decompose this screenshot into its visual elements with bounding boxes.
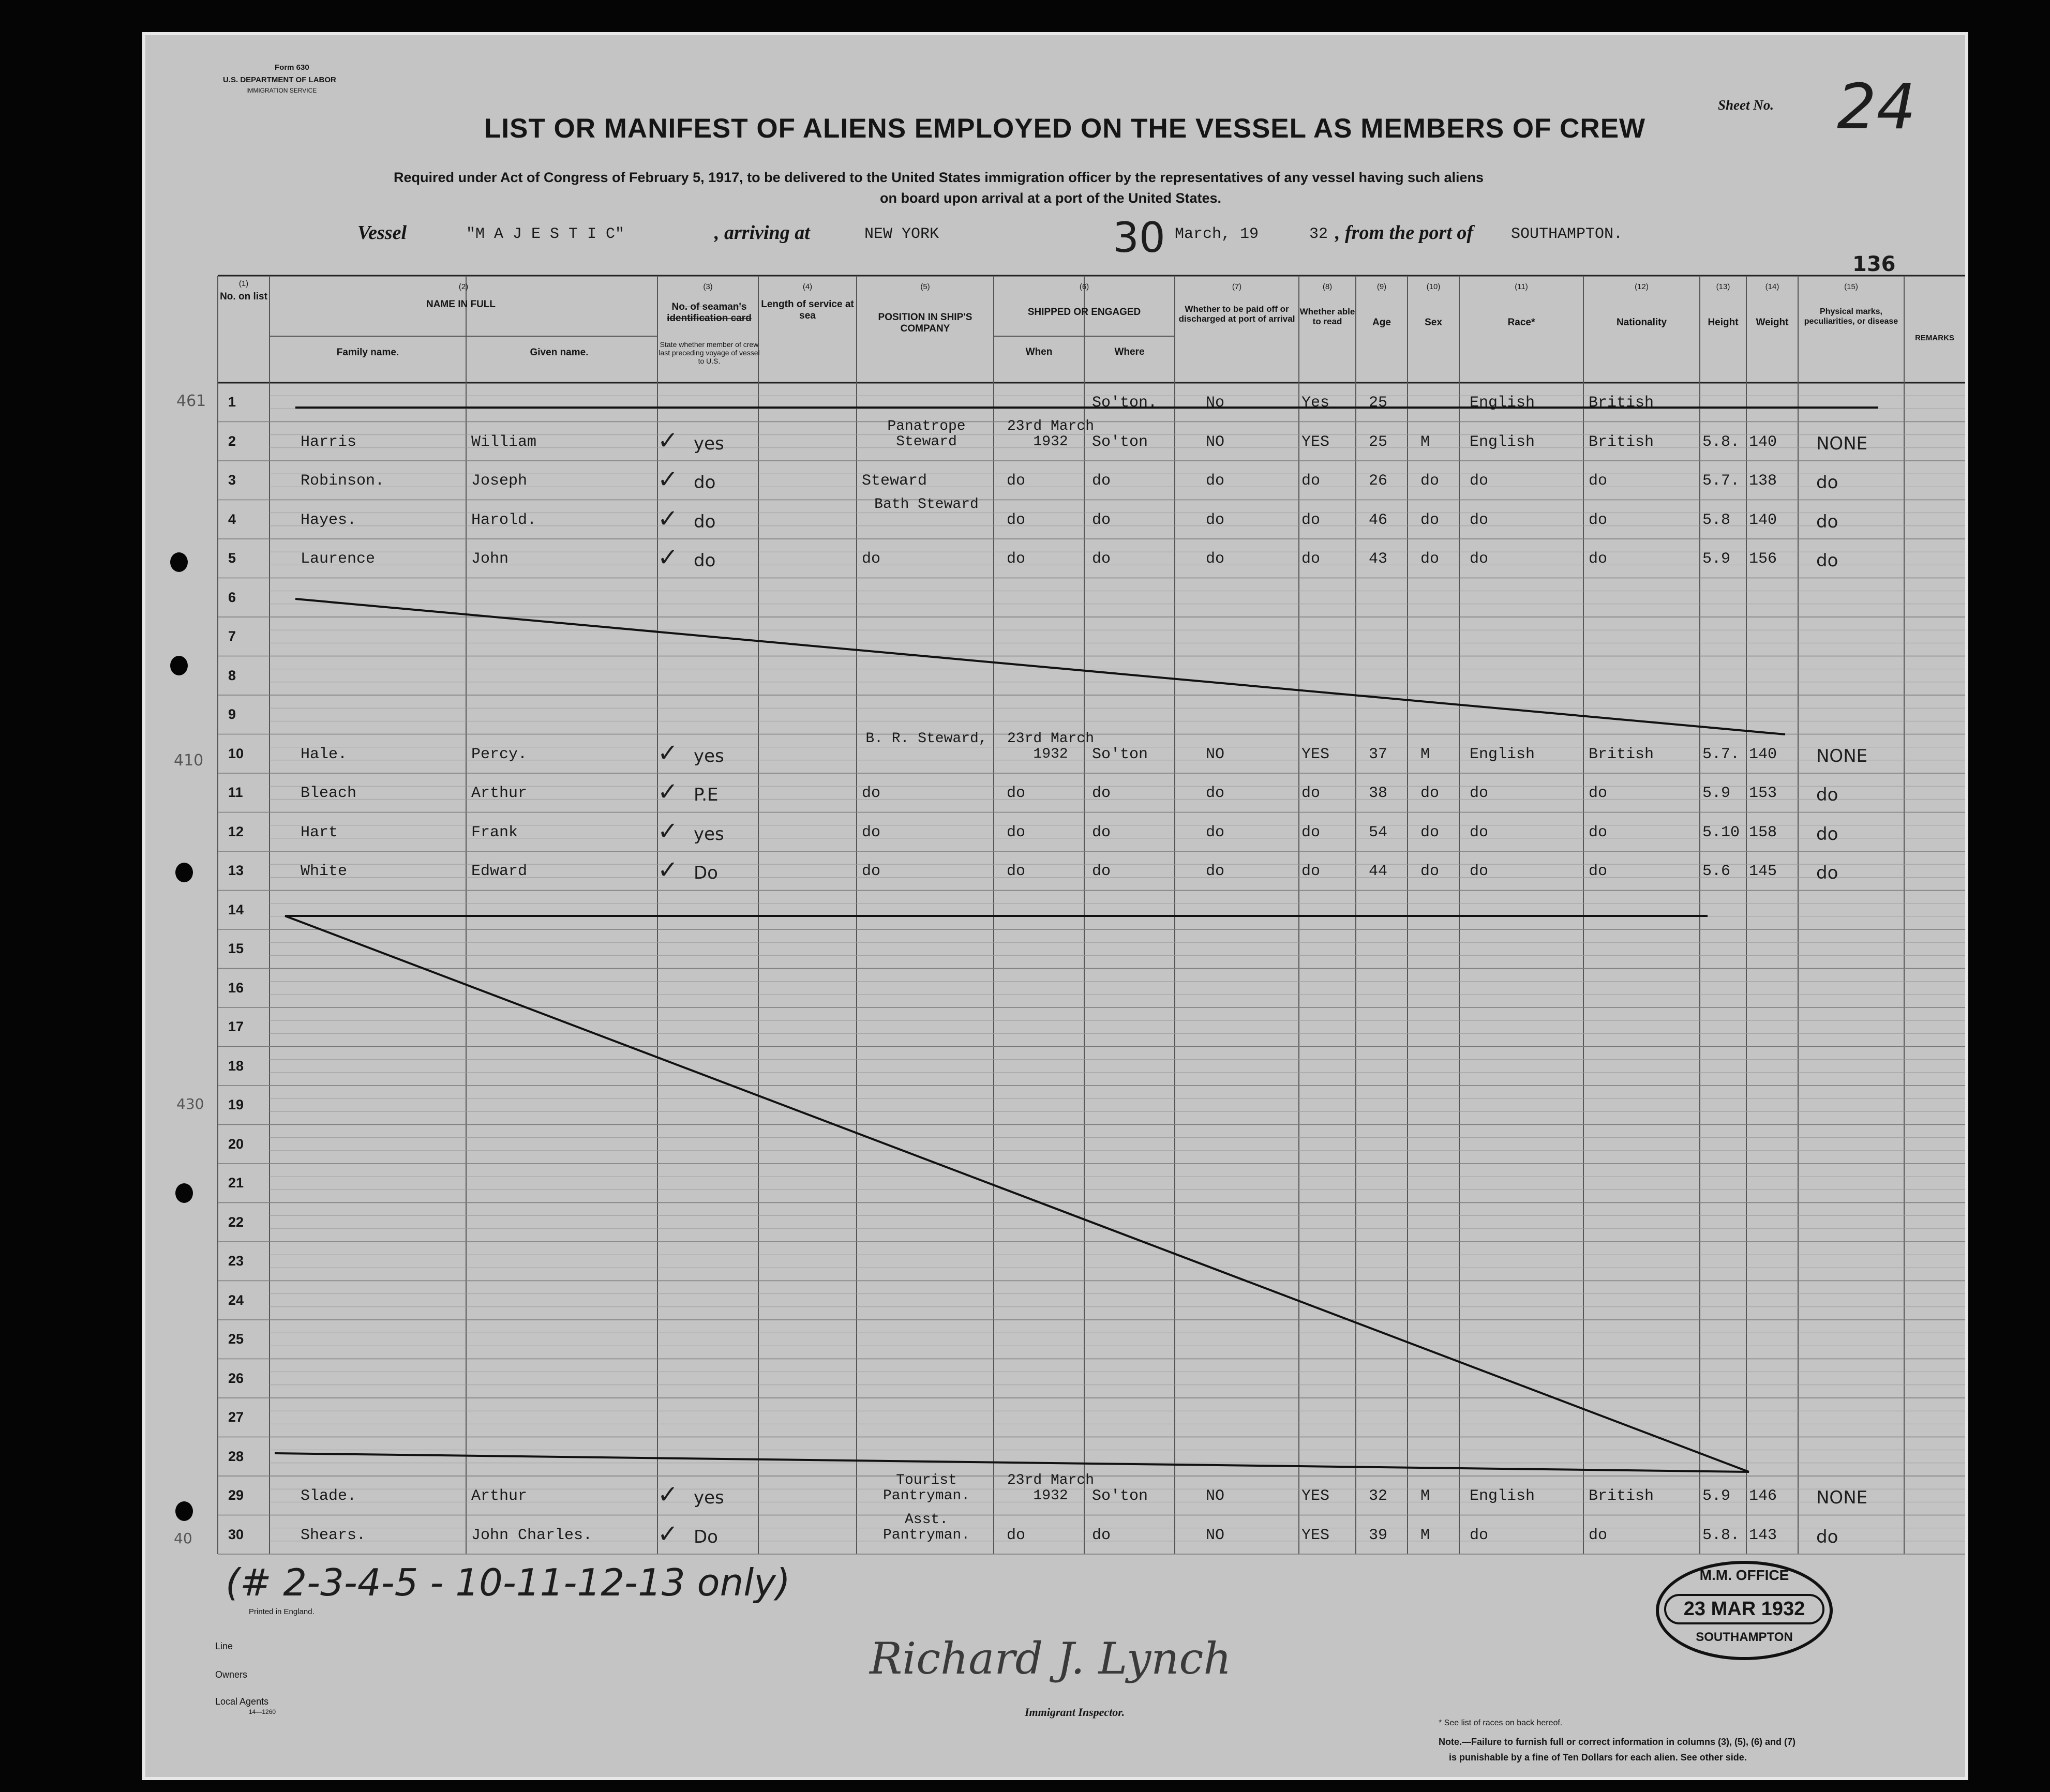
sex: do — [1420, 511, 1440, 529]
paid-off: do — [1206, 785, 1225, 802]
row-number: 25 — [228, 1331, 244, 1347]
given-name: John Charles. — [471, 1526, 593, 1544]
race: do — [1470, 550, 1489, 568]
id-card: yes — [694, 745, 724, 766]
arrival-month: March, 19 — [1175, 225, 1259, 243]
footer-agents-label: Local Agents — [215, 1696, 269, 1707]
header-given-name: Given name. — [530, 347, 589, 358]
age: 54 — [1369, 823, 1388, 841]
header-where: Where — [1114, 347, 1145, 357]
physical-marks: do — [1816, 863, 1838, 883]
row-number: 19 — [228, 1097, 244, 1112]
family-name: Hart — [301, 823, 338, 841]
column-number: (9) — [1376, 282, 1387, 291]
weight: 143 — [1749, 1526, 1777, 1544]
stamp-date: 23 MAR 1932 — [1664, 1594, 1824, 1624]
row-number: 6 — [228, 589, 236, 605]
position: Tourist Pantryman. — [882, 1472, 970, 1504]
shipped-when: 23rd March 1932 — [1007, 418, 1095, 450]
header-remarks: REMARKS — [1915, 334, 1954, 342]
header-no-on-list: No. on list — [220, 291, 267, 302]
header-shipped: SHIPPED OR ENGAGED — [1027, 307, 1141, 318]
margin-mark: 410 — [174, 751, 204, 770]
printed-in: Printed in England. — [249, 1607, 315, 1616]
header-length-service: Length of service at sea — [761, 299, 854, 321]
inspector-signature: Richard J. Lynch — [870, 1633, 1232, 1684]
row-number: 18 — [228, 1058, 244, 1074]
column-number: (2) — [458, 282, 469, 291]
row-number: 5 — [228, 550, 236, 566]
shipped-when: 23rd March 1932 — [1007, 1472, 1095, 1504]
position: Panatrope Steward — [887, 418, 966, 450]
paid-off: NO — [1206, 1487, 1225, 1505]
id-card: yes — [694, 1487, 724, 1508]
race: English — [1470, 1487, 1535, 1505]
given-name: Harold. — [471, 511, 537, 529]
paid-off: do — [1206, 472, 1225, 490]
header-position: POSITION IN SHIP'S COMPANY — [878, 312, 972, 334]
shipped-where: So'ton — [1092, 745, 1148, 763]
paid-off: NO — [1206, 745, 1225, 763]
weight: 140 — [1749, 745, 1777, 763]
able-to-read: do — [1301, 823, 1321, 841]
check-mark-icon: ✓ — [657, 1480, 679, 1509]
physical-marks: do — [1816, 511, 1838, 532]
row-number: 22 — [228, 1214, 244, 1230]
paid-off: do — [1206, 823, 1225, 841]
table-grid — [145, 35, 1965, 1777]
from-port: SOUTHAMPTON. — [1511, 225, 1623, 243]
row-number: 30 — [228, 1526, 244, 1542]
row-annotation: (# 2-3-4-5 - 10-11-12-13 only) — [226, 1561, 790, 1604]
physical-marks: do — [1816, 785, 1838, 805]
able-to-read: YES — [1301, 745, 1330, 763]
height: 5.7. — [1702, 472, 1740, 490]
shipped-where: do — [1092, 823, 1111, 841]
race: English — [1470, 433, 1535, 451]
row-number: 28 — [228, 1448, 244, 1464]
sex: M — [1420, 433, 1430, 451]
header-paid-off: Whether to be paid off or discharged at port of arrival — [1178, 304, 1295, 324]
service: IMMIGRATION SERVICE — [246, 87, 317, 94]
form-subtitle-2: on board upon arrival at a port of the United States. — [880, 190, 1222, 206]
position: Steward — [862, 472, 927, 490]
race: do — [1470, 511, 1489, 529]
shipped-where: So'ton — [1092, 1487, 1148, 1505]
sex: M — [1420, 1526, 1430, 1544]
row-number: 1 — [228, 394, 236, 410]
row-number: 16 — [228, 980, 244, 996]
header-id-card-note: State whether member of crew last preceding voyage of vessel to U.S. — [659, 340, 760, 365]
vessel-label: Vessel — [357, 222, 407, 244]
able-to-read: do — [1301, 511, 1321, 529]
race: do — [1470, 472, 1489, 490]
row-number: 21 — [228, 1175, 244, 1191]
nationality: British — [1589, 1487, 1654, 1505]
shipped-when: do — [1007, 823, 1026, 841]
race: English — [1470, 394, 1535, 412]
column-number: (4) — [802, 282, 813, 291]
header-physical-marks: Physical marks, peculiarities, or disease — [1804, 307, 1898, 326]
able-to-read: do — [1301, 472, 1321, 490]
position: do — [862, 863, 881, 880]
sex: do — [1420, 472, 1440, 490]
nationality: do — [1589, 1526, 1608, 1544]
sheet-number: 24 — [1837, 71, 1916, 143]
shipped-where: do — [1092, 550, 1111, 568]
margin-mark: 461 — [176, 392, 206, 410]
arrival-day: 30 — [1113, 214, 1165, 262]
form-number: Form 630 — [275, 63, 309, 72]
sheet-label: Sheet No. — [1718, 97, 1774, 113]
arrival-year: 32 — [1309, 225, 1328, 243]
row-number: 4 — [228, 511, 236, 527]
physical-marks: NONE — [1816, 433, 1868, 454]
nationality: do — [1589, 511, 1608, 529]
id-card: do — [694, 511, 716, 532]
check-mark-icon: ✓ — [657, 504, 679, 533]
able-to-read: YES — [1301, 1487, 1330, 1505]
id-card: do — [694, 550, 716, 571]
arriving-label: , arriving at — [714, 222, 810, 244]
check-mark-icon: ✓ — [657, 426, 679, 455]
header-height: Height — [1708, 317, 1739, 328]
family-name: Robinson. — [301, 472, 385, 490]
age: 37 — [1369, 745, 1388, 763]
shipped-where: So'ton. — [1092, 394, 1158, 412]
column-number: (1) — [238, 279, 249, 288]
row-number: 9 — [228, 706, 236, 722]
able-to-read: do — [1301, 785, 1321, 802]
manifest-sheet — [142, 32, 1968, 1780]
row-number: 11 — [228, 785, 243, 800]
paid-off: do — [1206, 511, 1225, 529]
able-to-read: do — [1301, 550, 1321, 568]
given-name: Edward — [471, 863, 528, 880]
height: 5.8. — [1702, 1526, 1740, 1544]
height: 5.8. — [1702, 433, 1740, 451]
weight: 140 — [1749, 433, 1777, 451]
header-read: Whether able to read — [1299, 307, 1355, 326]
count-mark: 136 — [1852, 252, 1896, 276]
able-to-read: Yes — [1301, 394, 1330, 412]
column-number: (11) — [1515, 282, 1528, 291]
column-number: (8) — [1322, 282, 1333, 291]
row-number: 15 — [228, 941, 244, 956]
arrival-port: NEW YORK — [864, 225, 939, 243]
weight: 145 — [1749, 863, 1777, 880]
column-number: (15) — [1844, 282, 1858, 291]
age: 44 — [1369, 863, 1388, 880]
age: 43 — [1369, 550, 1388, 568]
height: 5.9 — [1702, 785, 1731, 802]
given-name: John — [471, 550, 509, 568]
row-number: 10 — [228, 745, 244, 761]
header-id-card: No. of seaman's identification card — [667, 302, 752, 324]
position: do — [862, 785, 881, 802]
paid-off: NO — [1206, 1526, 1225, 1544]
margin-mark: 430 — [176, 1095, 204, 1112]
age: 46 — [1369, 511, 1388, 529]
height: 5.6 — [1702, 863, 1731, 880]
row-number: 7 — [228, 628, 236, 644]
weight: 146 — [1749, 1487, 1777, 1505]
fine-note-1: Note.—Failure to furnish full or correct information in columns (3), (5), (6) and (7) — [1439, 1737, 1796, 1747]
nationality: do — [1589, 863, 1608, 880]
shipped-where: do — [1092, 472, 1111, 490]
physical-marks: NONE — [1816, 1487, 1868, 1508]
shipped-where: do — [1092, 863, 1111, 880]
footer-form-code: 14—1260 — [249, 1708, 276, 1715]
form-subtitle: Required under Act of Congress of February 5, 1917, to be delivered to the United States immigration officer by the representatives of any vessel having such aliens — [394, 170, 1484, 185]
footer-owners-label: Owners — [215, 1669, 248, 1680]
nationality: British — [1589, 433, 1654, 451]
race: do — [1470, 1526, 1489, 1544]
check-mark-icon: ✓ — [657, 465, 679, 494]
able-to-read: do — [1301, 863, 1321, 880]
row-number: 27 — [228, 1409, 244, 1425]
shipped-when: 23rd March 1932 — [1007, 730, 1095, 762]
shipped-when: do — [1007, 511, 1026, 529]
given-name: Arthur — [471, 785, 528, 802]
physical-marks: do — [1816, 550, 1838, 571]
footer-line-label: Line — [215, 1641, 233, 1651]
age: 25 — [1369, 433, 1388, 451]
family-name: Bleach — [301, 785, 357, 802]
check-mark-icon: ✓ — [657, 816, 679, 846]
position: Bath Steward — [874, 496, 979, 513]
id-card: yes — [694, 823, 724, 845]
able-to-read: YES — [1301, 1526, 1330, 1544]
race: do — [1470, 863, 1489, 880]
margin-mark: 40 — [174, 1530, 192, 1547]
cancel-line — [275, 1453, 1749, 1472]
paid-off: do — [1206, 863, 1225, 880]
vessel-name: "M A J E S T I C" — [466, 225, 625, 243]
nationality: British — [1589, 745, 1654, 763]
header-when: When — [1025, 347, 1053, 357]
shipped-where: do — [1092, 785, 1111, 802]
position: do — [862, 823, 881, 841]
stamp-top: M.M. OFFICE — [1699, 1567, 1789, 1583]
header-weight: Weight — [1756, 317, 1789, 328]
paid-off: No — [1206, 394, 1225, 412]
given-name: Frank — [471, 823, 518, 841]
able-to-read: YES — [1301, 433, 1330, 451]
height: 5.9 — [1702, 1487, 1731, 1505]
row-number: 29 — [228, 1487, 244, 1503]
age: 25 — [1369, 394, 1388, 412]
nationality: do — [1589, 472, 1608, 490]
header-age: Age — [1372, 317, 1391, 328]
physical-marks: do — [1816, 1526, 1838, 1547]
column-number: (6) — [1079, 282, 1089, 291]
row-number: 23 — [228, 1253, 244, 1269]
shipped-when: do — [1007, 785, 1026, 802]
height: 5.10 — [1702, 823, 1740, 841]
from-label: , from the port of — [1335, 222, 1474, 244]
column-number: (13) — [1716, 282, 1730, 291]
sex: do — [1420, 823, 1440, 841]
row-number: 3 — [228, 472, 236, 488]
mm-office-stamp — [1656, 1561, 1833, 1660]
check-mark-icon: ✓ — [657, 855, 679, 884]
nationality: British — [1589, 394, 1654, 412]
race: do — [1470, 823, 1489, 841]
paid-off: do — [1206, 550, 1225, 568]
row-number: 13 — [228, 863, 244, 878]
sex: do — [1420, 863, 1440, 880]
physical-marks: NONE — [1816, 745, 1868, 766]
position: Asst. Pantryman. — [882, 1511, 970, 1543]
shipped-where: So'ton — [1092, 433, 1148, 451]
shipped-when: do — [1007, 550, 1026, 568]
races-note: * See list of races on back hereof. — [1439, 1719, 1563, 1727]
header-sex: Sex — [1425, 317, 1442, 328]
family-name: Laurence — [301, 550, 376, 568]
check-mark-icon: ✓ — [657, 738, 679, 767]
check-mark-icon: ✓ — [657, 777, 679, 806]
column-number: (3) — [703, 282, 713, 291]
row-number: 24 — [228, 1292, 244, 1308]
header-family-name: Family name. — [336, 347, 399, 358]
age: 38 — [1369, 785, 1388, 802]
id-card: yes — [694, 433, 724, 454]
shipped-when: do — [1007, 1526, 1026, 1544]
nationality: do — [1589, 550, 1608, 568]
column-number: (7) — [1232, 282, 1242, 291]
sex: M — [1420, 1487, 1430, 1505]
given-name: William — [471, 433, 537, 451]
family-name: Harris — [301, 433, 357, 451]
given-name: Percy. — [471, 745, 528, 763]
weight: 158 — [1749, 823, 1777, 841]
id-card: Do — [694, 863, 718, 883]
column-number: (14) — [1765, 282, 1779, 291]
age: 32 — [1369, 1487, 1388, 1505]
header-nationality: Nationality — [1616, 317, 1667, 328]
sex: do — [1420, 550, 1440, 568]
paid-off: NO — [1206, 433, 1225, 451]
row-number: 14 — [228, 901, 244, 917]
row-number: 2 — [228, 433, 236, 449]
age: 39 — [1369, 1526, 1388, 1544]
id-card: P.E — [694, 785, 719, 805]
position: do — [862, 550, 881, 568]
cancel-line — [295, 599, 1785, 734]
given-name: Joseph — [471, 472, 528, 490]
id-card: do — [694, 472, 716, 493]
department: U.S. DEPARTMENT OF LABOR — [223, 76, 336, 84]
cancel-line — [285, 916, 1749, 1472]
header-name-in-full: NAME IN FULL — [426, 299, 496, 310]
race: English — [1470, 745, 1535, 763]
column-number: (10) — [1426, 282, 1441, 291]
row-number: 26 — [228, 1370, 244, 1386]
shipped-when: do — [1007, 472, 1026, 490]
weight: 153 — [1749, 785, 1777, 802]
id-card: Do — [694, 1526, 718, 1547]
inspector-label: Immigrant Inspector. — [1025, 1706, 1125, 1719]
weight: 140 — [1749, 511, 1777, 529]
shipped-where: do — [1092, 511, 1111, 529]
check-mark-icon: ✓ — [657, 543, 679, 572]
shipped-where: do — [1092, 1526, 1111, 1544]
row-number: 17 — [228, 1019, 244, 1034]
row-number: 20 — [228, 1136, 244, 1152]
form-title: LIST OR MANIFEST OF ALIENS EMPLOYED ON THE VESSEL AS MEMBERS OF CREW — [484, 113, 1646, 144]
family-name: White — [301, 863, 348, 880]
column-number: (12) — [1635, 282, 1649, 291]
physical-marks: do — [1816, 823, 1838, 845]
sex: do — [1420, 785, 1440, 802]
age: 26 — [1369, 472, 1388, 490]
nationality: do — [1589, 785, 1608, 802]
fine-note-2: is punishable by a fine of Ten Dollars for each alien. See other side. — [1449, 1752, 1747, 1763]
given-name: Arthur — [471, 1487, 528, 1505]
height: 5.9 — [1702, 550, 1731, 568]
position: B. R. Steward, — [865, 730, 987, 747]
family-name: Shears. — [301, 1526, 366, 1544]
shipped-when: do — [1007, 863, 1026, 880]
height: 5.8 — [1702, 511, 1731, 529]
check-mark-icon: ✓ — [657, 1519, 679, 1548]
header-race: Race* — [1507, 317, 1535, 328]
weight: 138 — [1749, 472, 1777, 490]
physical-marks: do — [1816, 472, 1838, 493]
family-name: Slade. — [301, 1487, 357, 1505]
height: 5.7. — [1702, 745, 1740, 763]
column-number: (5) — [920, 282, 930, 291]
stamp-bottom: SOUTHAMPTON — [1696, 1630, 1793, 1644]
family-name: Hale. — [301, 745, 348, 763]
race: do — [1470, 785, 1489, 802]
nationality: do — [1589, 823, 1608, 841]
sex: M — [1420, 745, 1430, 763]
row-number: 8 — [228, 667, 236, 683]
family-name: Hayes. — [301, 511, 357, 529]
weight: 156 — [1749, 550, 1777, 568]
row-number: 12 — [228, 823, 244, 839]
